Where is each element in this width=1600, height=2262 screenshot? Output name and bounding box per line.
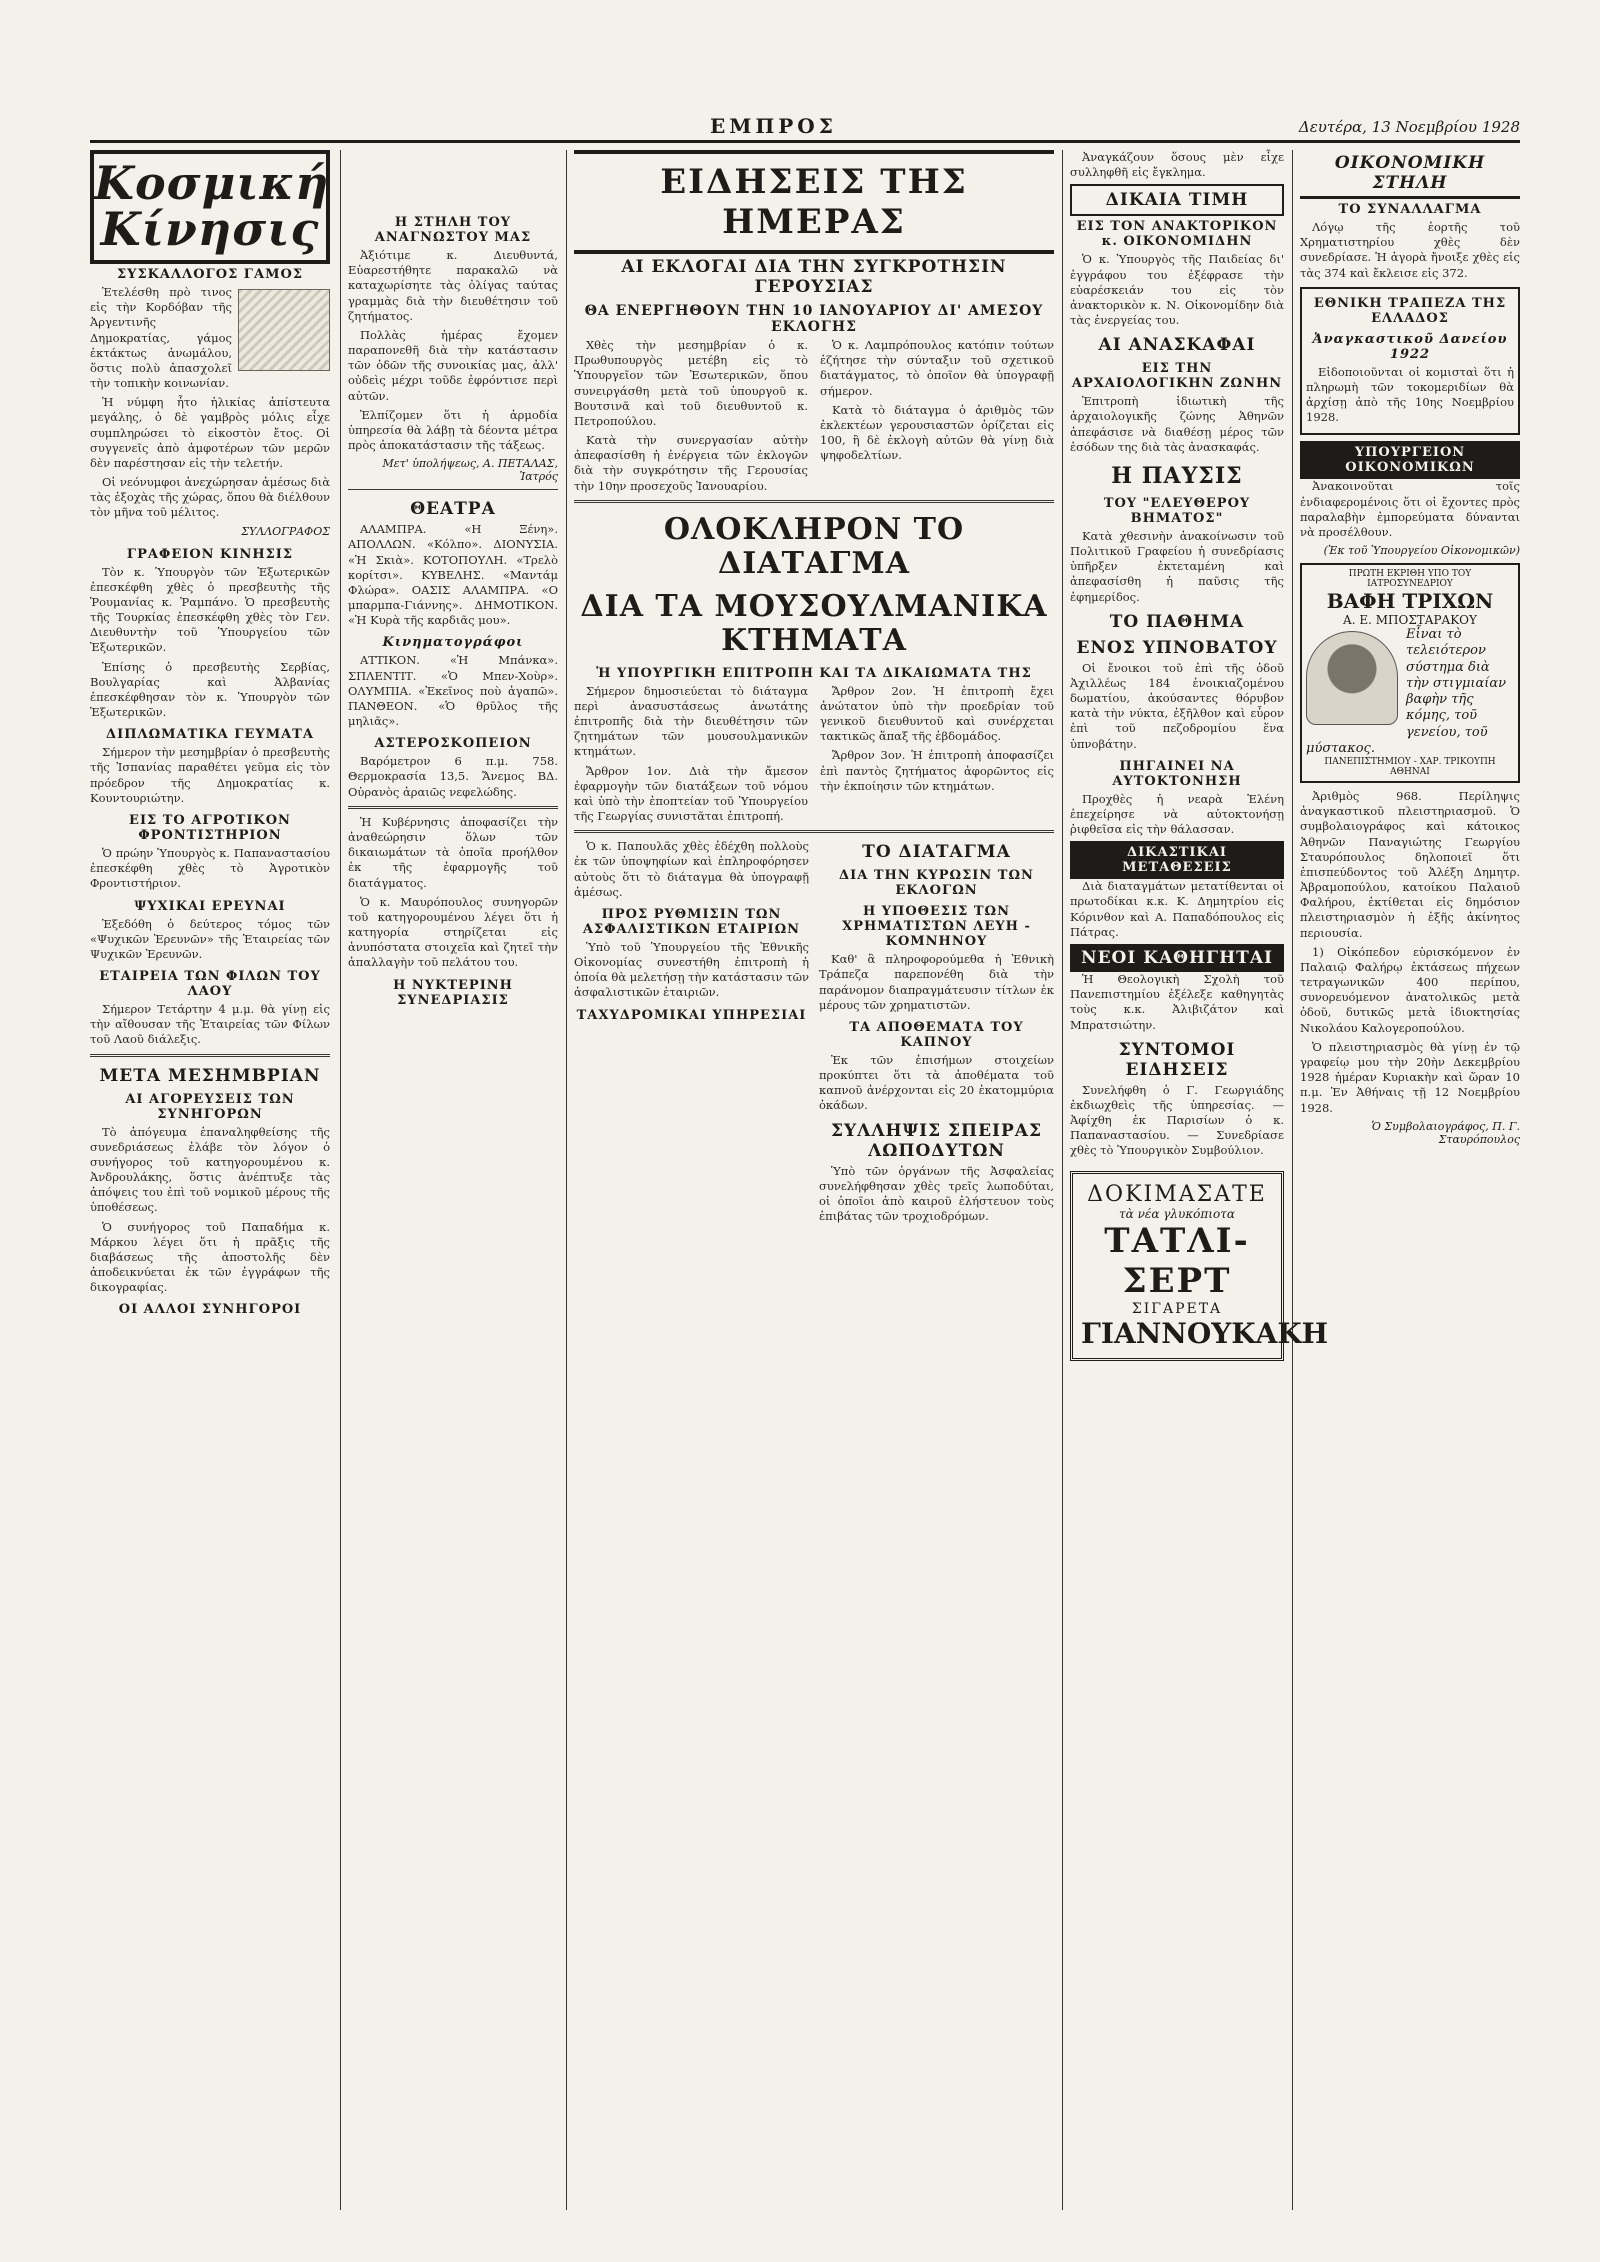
- article-text: Ἐξεδόθη ὁ δεύτερος τόμος τῶν «Ψυχικῶν Ἐρευνῶν» τῆς Ἑταιρείας τῶν Ψυχικῶν Ἐρευνῶν.: [90, 916, 330, 961]
- column-news: [574, 150, 1054, 2210]
- section-masthead: ΕΙΔΗΣΕΙΣ ΤΗΣ ΗΜΕΡΑΣ: [574, 150, 1054, 254]
- lower-left: [574, 839, 809, 1228]
- column-rule: [340, 150, 341, 2210]
- article-text: Ἡ Θεολογικὴ Σχολὴ τοῦ Πανεπιστημίου ἐξέλεξε καθηγητὰς τοὺς κ.κ. Ἀλιβιζάτον καὶ Μπρατσιώτην.: [1070, 971, 1284, 1032]
- column-economy: [1300, 150, 1520, 2210]
- signature: Μετ' ὑπολήψεως, Α. ΠΕΤΑΛΑΣ, Ἰατρός: [382, 457, 558, 484]
- page-header: [90, 116, 1520, 143]
- article-heading: Η ΥΠΟΘΕΣΙΣ ΤΩΝ ΧΡΗΜΑΤΙΣΤΩΝ ΛΕΥΗ - ΚΟΜΝΗΝΟΥ: [842, 904, 1031, 950]
- article-heading: ΕΤΑΙΡΕΙΑ ΤΩΝ ΦΙΛΩΝ ΤΟΥ ΛΑΟΥ: [99, 969, 321, 1000]
- section-heading-cinemas: Κινηματογράφοι: [382, 635, 524, 651]
- article-heading: ΤΟ ΣΥΝΑΛΛΑΓΜΑ: [1338, 202, 1482, 217]
- section-heading-observatory: ΑΣΤΕΡΟΣΚΟΠΕΙΟΝ: [374, 736, 532, 752]
- article-subheading: ΑΙ ΑΓΟΡΕΥΣΕΙΣ ΤΩΝ ΣΥΝΗΓΟΡΩΝ: [125, 1091, 295, 1122]
- ad-address: ΠΑΝΕΠΙΣΤΗΜΙΟΥ - ΧΑΡ. ΤΡΙΚΟΥΠΗ ΑΘΗΝΑΙ: [1324, 757, 1496, 778]
- legal-notice-text: Ὁ πλειστηριασμὸς θὰ γίνῃ ἐν τῷ γραφείῳ μου τὴν 20ὴν Δεκεμβρίου 1928 ἡμέραν Κυριακὴν καὶ ὥραν 10 π.μ. Ἐν Ἀθήναις τῇ 12 Νοεμβρίου 1928.: [1300, 1039, 1520, 1115]
- notice-subheading: Ἀναγκαστικοῦ Δανείου 1922: [1312, 331, 1508, 362]
- article-text: Συνελήφθη ὁ Γ. Γεωργιάδης ἐκδιωχθεὶς τῆς ὑπηρεσίας. — Ἀφίχθη ἐκ Παρισίων ὁ κ. Παπαναστασίου. — Συνεδρίασε χθὲς τὸ Ὑπουργικὸν Συμβούλιον.: [1070, 1082, 1284, 1158]
- article-text: Κατὰ τὴν συνεργασίαν αὐτὴν ἀπεφασίσθη ἡ ἐνέργεια τῶν ἐκλογῶν διὰ τὴν συγκρότησιν τῆς Γερουσίας τὴν 10ην προσεχοῦς Ἰανουαρίου.: [574, 433, 808, 493]
- article-heading: ΣΥΣΚΑΛΛΟΓΟΣ ΓΑΜΟΣ: [116, 267, 304, 282]
- article-text: Οἱ ἔνοικοι τοῦ ἐπὶ τῆς ὁδοῦ Ἀχιλλέως 184 ἐνοικιαζομένου δωματίου, ἀκούσαντες θόρυβον κατὰ τὴν νύκτα, ἐξῆλθον καὶ εὗρον ἐπὶ τοῦ πεζοδρομίου ἕνα ὑπνοβάτην.: [1070, 660, 1284, 751]
- article-text: Ὁ κ. Μαυρόπουλος συνηγορῶν τοῦ κατηγορουμένου λέγει ὅτι ἡ κατηγορία στηρίζεται εἰς ἀνυπόστατα στοιχεῖα καὶ ζητεῖ τὴν ἀπαλλαγὴν τοῦ πελάτου του.: [348, 894, 558, 970]
- article-text: Ἀναγκάζουν ὅσους μὲν εἶχε συλληφθῆ εἰς ἔγκλημα.: [1070, 150, 1284, 180]
- ad-subline: τὰ νέα γλυκόπιοτα: [1119, 1206, 1235, 1221]
- subheadline: Ἡ ΥΠΟΥΡΓΙΚΗ ΕΠΙΤΡΟΠΗ ΚΑΙ ΤΑ ΔΙΚΑΙΩΜΑΤΑ ΤΗΣ: [596, 665, 1032, 681]
- legal-notice-text: Ἀριθμὸς 968. Περίληψις ἀναγκαστικοῦ πλειστηριασμοῦ. Ὁ συμβολαιογράφος καὶ κάτοικος Ἀθηνῶν Παναγιώτης Γεωργίου Σταυρόπουλος δηλοποιεῖ ὅτι ἐπισπεύδοντος τοῦ Ἀλέξη Δημητρ. Ἀβραμοπούλου, κατοίκου Παλαιοῦ Φαλήρου, ἐκτίθεται εἰς δημόσιον πλειστηριασμὸν ἡ ἑξῆς ἀκίνητος περιουσία.: [1300, 789, 1520, 940]
- article-heading: Η ΝΥΚΤΕΡΙΝΗ ΣΥΝΕΔΡΙΑΣΙΣ: [393, 977, 513, 1008]
- article-text: Ἐλπίζομεν ὅτι ἡ ἁρμοδία ὑπηρεσία θὰ λάβῃ τὰ δέοντα μέτρα πρὸς ἀποκατάστασιν τῆς τάξεως.: [348, 407, 558, 453]
- article-text: Ἄρθρον 3ον. Ἡ ἐπιτροπὴ ἀποφασίζει ἐπὶ παντὸς ζητήματος ἀφορῶντος εἰς τὴν ἐκποίησιν τῶν κτημάτων.: [820, 748, 1054, 793]
- article-heading: ΓΡΑΦΕΙΟΝ ΚΙΝΗΣΙΣ: [126, 546, 294, 562]
- article-heading: ΤΟ ΠΑΘΗΜΑ: [1109, 611, 1245, 632]
- article-heading: ΠΗΓΑΙΝΕΙ ΝΑ ΑΥΤΟΚΤΟΝΗΣΗ: [1112, 758, 1242, 789]
- legal-notice-text: 1) Οἰκόπεδον εὑρισκόμενον ἐν Παλαιῷ Φαλήρῳ ἐκτάσεως πήχεων τετραγωνικῶν 400 περίπου, συνορευόμενον ἀνατολικῶς μετὰ ὁδοῦ, δυτικῶς μετὰ ἰδιοκτησίας Νικολάου Καλογεροπούλου.: [1300, 944, 1520, 1035]
- article-text: Ὁ κ. Ὑπουργὸς τῆς Παιδείας δι' ἐγγράφου του ἐξέφρασε τὴν εὐαρέσκειάν του εἰς τὸν ἀνακτορικὸν κ. Ν. Οἰκονομίδην διὰ τὰς ἐνεργείας του.: [1070, 252, 1284, 328]
- headline: ΟΛΟΚΛΗΡΟΝ ΤΟ ΔΙΑΤΑΓΜΑ: [663, 511, 965, 582]
- column-readers: [348, 150, 558, 2210]
- woman-portrait-illustration: [1306, 631, 1398, 725]
- article-text: Ἀνακοινοῦται τοῖς ἐνδιαφερομένοις ὅτι οἱ ἔχοντες πρὸς παραλαβὴν ἐμπορεύματα δύνανται νὰ προσέλθουν.: [1300, 479, 1520, 539]
- column-rule: [1292, 150, 1293, 2210]
- article-heading: ΤΑ ΑΠΟΘΕΜΑΤΑ ΤΟΥ ΚΑΠΝΟΥ: [849, 1019, 1024, 1050]
- article-text: Τὸν κ. Ὑπουργὸν τῶν Ἐξωτερικῶν ἐπεσκέφθη χθὲς ὁ πρεσβευτὴς τῆς Ῥουμανίας κ. Ῥαμπάνο. Ὁ πρεσβευτὴς τῆς Τουρκίας ἐπεσκέφθη χθὲς τὸν Γεν. Διευθυντὴν τοῦ Ὑπουργείου τῶν Ἐξωτερικῶν.: [90, 564, 330, 655]
- ad-top-line: ΠΡΩΤΗ ΕΚΡΙΘΗ ΥΠΟ ΤΟΥ ΙΑΤΡΟΣΥΝΕΔΡΙΟΥ: [1348, 569, 1472, 590]
- article-text: Λόγῳ τῆς ἑορτῆς τοῦ Χρηματιστηρίου χθὲς δὲν συνεδρίασε. Ἡ ἀγορὰ ἤνοιξε χθὲς εἰς τὰς 374 καὶ ἔκλεισε εἰς 372.: [1300, 220, 1520, 280]
- article-text: Σήμερον Τετάρτην 4 μ.μ. θὰ γίνῃ εἰς τὴν αἴθουσαν τῆς Ἑταιρείας τῶν Φίλων τοῦ Λαοῦ διάλεξις.: [90, 1002, 330, 1047]
- signature: ΣΥΛΛΟΓΡΑΦΟΣ: [241, 524, 330, 538]
- article-text: Καθ' ἃ πληροφορούμεθα ἡ Ἐθνικὴ Τράπεζα παρεπονέθη διὰ τὴν παράνομον διαπραγμάτευσιν τίτλων ἐκ μέρους τῶν χρηματιστῶν.: [819, 952, 1054, 1012]
- hair-dye-advertisement: [1300, 563, 1520, 783]
- article-heading: ΜΕΤΑ ΜΕΣΗΜΒΡΙΑΝ: [99, 1065, 321, 1086]
- signature: (Ἐκ τοῦ Ὑπουργείου Οἰκονομικῶν): [1323, 544, 1520, 558]
- ad-headline: ΔΟΚΙΜΑΣΑΤΕ: [1087, 1181, 1267, 1207]
- article-text: Σήμερον δημοσιεύεται τὸ διάταγμα περὶ ἀνασυστάσεως ἀνωτάτης ἐπιτροπῆς διὰ τὴν διευθέτησιν τῶν ζητημάτων τῶν μουσουλμανικῶν κτημάτων.: [574, 683, 808, 759]
- article-subheading: ΕΙΣ ΤΟΝ ΑΝΑΚΤΟΡΙΚΟΝ κ. ΟΙΚΟΝΟΜΙΔΗΝ: [1076, 219, 1278, 250]
- divider: [574, 830, 1054, 833]
- signature: Ὁ Συμβολαιογράφος, Π. Γ. Σταυρόπουλος: [1371, 1119, 1520, 1146]
- article-subheading: ΔΙΑ ΤΗΝ ΚΥΡΩΣΙΝ ΤΩΝ ΕΚΛΟΓΩΝ: [839, 868, 1034, 899]
- article-heading: ΨΥΧΙΚΑΙ ΕΡΕΥΝΑΙ: [134, 898, 286, 914]
- article-body: [574, 338, 1054, 494]
- ad-maker: ΓΙΑΝΝΟΥΚΑΚΗ: [1081, 1316, 1329, 1350]
- article-body: [574, 684, 1054, 825]
- article-text: Προχθὲς ἡ νεαρὰ Ἑλένη ἐπεχείρησε νὰ αὐτοκτονήσῃ ῥιφθεῖσα εἰς τὴν θάλασσαν.: [1070, 791, 1284, 837]
- article-text: Ὁ κ. Παπουλᾶς χθὲς ἐδέχθη πολλοὺς ἐκ τῶν ὑποψηφίων καὶ ἐπληροφόρησεν αὐτοὺς ὅτι τὸ διάταγμα θὰ ὑπογραφῇ ἀμέσως.: [574, 839, 809, 899]
- bank-notice: [1300, 287, 1520, 436]
- article-text: Ὁ πρώην Ὑπουργὸς κ. Παπαναστασίου ἐπεσκέφθη χθὲς τὸ Ἀγροτικὸν Φροντιστήριον.: [90, 845, 330, 891]
- ad-brand: ΤΑΤΛΙ-ΣΕΡΤ: [1104, 1220, 1250, 1301]
- article-text: Ἄρθρον 2ον. Ἡ ἐπιτροπὴ ἔχει ἀνώτατον ὑπὸ τὴν προεδρίαν τοῦ γενικοῦ διευθυντοῦ καὶ συνέρχεται τακτικῶς ἅπαξ τῆς ἑβδομάδος.: [820, 683, 1054, 744]
- article-heading: ΤΟ ΔΙΑΤΑΓΜΑ: [862, 842, 1011, 863]
- article-heading: ΤΑΧΥΔΡΟΜΙΚΑΙ ΥΠΗΡΕΣΙΑΙ: [576, 1007, 807, 1023]
- article-heading: ΠΡΟΣ ΡΥΘΜΙΣΙΝ ΤΩΝ ΑΣΦΑΛΙΣΤΙΚΩΝ ΕΤΑΙΡΙΩΝ: [582, 906, 801, 937]
- article-text: Σήμερον τὴν μεσημβρίαν ὁ πρεσβευτὴς τῆς Ἰσπανίας παραθέτει γεῦμα εἰς τὸν πρόεδρον τῆς Δημοκρατίας κ. Κουντουριώτην.: [90, 745, 330, 805]
- cupid-illustration: [238, 289, 330, 371]
- newspaper-name: ΕΜΠΡΟΣ: [710, 114, 837, 138]
- headline: ΔΙΑ ΤΑ ΜΟΥΣΟΥΛΜΑΝΙΚΑ ΚΤΗΜΑΤΑ: [580, 588, 1048, 659]
- article-text: Κατὰ χθεσινὴν ἀνακοίνωσιν τοῦ Πολιτικοῦ Γραφείου ἡ συνεδρίασις ὑπῆρξεν ἐκτεταμένη καὶ ἀπεφασίσθη ἡ παῦσις τῆς ἐφημερίδος.: [1070, 528, 1284, 604]
- article-subheading: ΤΟΥ "ΕΛΕΥΘΕΡΟΥ ΒΗΜΑΤΟΣ": [1103, 495, 1251, 526]
- divider: [574, 500, 1054, 503]
- article-text: Ὑπὸ τῶν ὀργάνων τῆς Ἀσφαλείας συνελήφθησαν χθὲς τρεῖς λωποδύται, οἱ ὁποῖοι ἀπὸ καιροῦ ἐλήστευον τοὺς ἐπιβάτας τῶν τροχιοδρόμων.: [819, 1163, 1054, 1224]
- lower-right: [819, 839, 1054, 1228]
- article-heading: ΣΥΛΛΗΨΙΣ ΣΠΕΙΡΑΣ ΛΩΠΟΔΥΤΩΝ: [831, 1120, 1042, 1161]
- article-text: Ἀξιότιμε κ. Διευθυντά, Εὐαρεστήθητε παρακαλῶ νὰ καταχωρίσητε τὰς ὀλίγας ταύτας γραμμὰς διὰ τὴν διευθέτησιν τοῦ ζητήματος.: [348, 248, 558, 323]
- article-text: Κατὰ τὸ διάταγμα ὁ ἀριθμὸς τῶν ἐκλεκτέων γερουσιαστῶν ὁρίζεται εἰς 100, ἢ δὲ ἐκλογὴ αὐτῶν θὰ γίνῃ διὰ ψηφοδελτίων.: [820, 402, 1054, 463]
- divider: [90, 1054, 330, 1057]
- column-briefs: [1070, 150, 1329, 2210]
- article-text: Ἄρθρον 1ον. Διὰ τὴν ἄμεσον ἐφαρμογὴν τῶν διατάξεων τοῦ νόμου καὶ ὑπὸ τὴν ἐποπτείαν τοῦ Ὑπουργείου τῆς Γεωργίας συνιστᾶται ἐπιτροπή.: [574, 763, 808, 824]
- section-heading-theatres: ΘΕΑΤΡΑ: [410, 499, 496, 520]
- article-heading: ΔΙΠΛΩΜΑΤΙΚΑ ΓΕΥΜΑΤΑ: [106, 727, 314, 743]
- article-heading: ΔΙΚΑΣΤΙΚΑΙ ΜΕΤΑΘΕΣΕΙΣ: [1070, 841, 1284, 879]
- notice-heading: ΕΘΝΙΚΗ ΤΡΑΠΕΖΑ ΤΗΣ ΕΛΛΑΔΟΣ: [1313, 295, 1507, 326]
- article-heading: ΥΠΟΥΡΓΕΙΟΝ ΟΙΚΟΝΟΜΙΚΩΝ: [1300, 441, 1520, 479]
- article-text: Ἐπίσης ὁ πρεσβευτὴς Σερβίας, Βουλγαρίας καὶ Ἀλβανίας ἐπεσκέφθησαν τὸν κ. Ὑπουργὸν τῶν Ἐξωτερικῶν.: [90, 659, 330, 720]
- article-subheading: ΕΙΣ ΤΗΝ ΑΡΧΑΙΟΛΟΓΙΚΗΝ ΖΩΝΗΝ: [1071, 361, 1283, 392]
- column-rule: [1062, 150, 1063, 2210]
- column-social: [90, 150, 330, 2210]
- article-text: Πολλὰς ἡμέρας ἔχομεν παραπονεθῆ διὰ τὴν κατάστασιν τῶν ὁδῶν τῆς συνοικίας μας, ἀλλ' οὐδεὶς μέχρι τοῦδε ἐφρόντισε περὶ αὐτῶν.: [348, 327, 558, 403]
- section-masthead: Κοσμική Κίνησις: [90, 150, 330, 264]
- article-text: Ἐτελέσθη πρὸ τινος εἰς τὴν Κορδόβαν τῆς Ἀργεντινῆς Δημοκρατίας, γάμος ἐκτάκτως ἀνωμάλου, ὅστις πολὺ ἀπασχολεῖ τὴν τοπικὴν κοινωνίαν.: [90, 285, 232, 391]
- theatre-listings: ΑΛΑΜΠΡΑ. «Η Ξένη». ΑΠΟΛΛΩΝ. «Κόλπο». ΔΙΟΝΥΣΙΑ. «Ἡ Σκιὰ». ΚΟΤΟΠΟΥΛΗ. «Τρελὸ κορίτσι». ΚΥΒΕΛΗΣ. «Μαντάμ Φλώρα». ΟΑΣΙΣ ΑΛΑΜΠΡΑ. «Ο μπαρμπα-Γιάννης». ΔΗΜΟΤΙΚΟΝ. «Ἡ Κυρὰ τῆς καρδιᾶς μου».: [348, 522, 558, 628]
- article-text: Ἡ νύμφη ἦτο ἡλικίας ἀπίστευτα μεγάλης, ὁ δὲ γαμβρὸς μόλις εἶχε συμπληρώσει τὸ εἰκοστὸν ἔτος. Οἱ συγγενεῖς ἀπὸ ἀμφοτέρων τῶν μερῶν δὲν παρέστησαν εἰς τὴν τελετήν.: [90, 395, 330, 470]
- article-text: Ὁ συνήγορος τοῦ Παπαδήμα κ. Μάρκου λέγει ὅτι ἡ πρᾶξις τῆς διαβάσεως τῆς ἀποστολῆς δὲν ἀποδεικνύεται ἐκ τῶν ἐγγράφων τῆς δικογραφίας.: [90, 1219, 330, 1295]
- ad-product: ΣΙΓΑΡΕΤΑ: [1131, 1300, 1223, 1317]
- article-text: Ἡ Κυβέρνησις ἀποφασίζει τὴν ἀναθεώρησιν ὅλων τῶν δικαιωμάτων τὰ ὁποῖα προήλθον ἐκ τῆς ἐφαρμογῆς τοῦ διατάγματος.: [348, 814, 558, 890]
- article-heading: Η ΣΤΗΛΗ ΤΟΥ ΑΝΑΓΝΩΣΤΟΥ ΜΑΣ: [374, 215, 532, 245]
- article-heading: ΔΙΚΑΙΑ ΤΙΜΗ: [1070, 184, 1284, 216]
- headline: ΑΙ ΕΚΛΟΓΑΙ ΔΙΑ ΤΗΝ ΣΥΓΚΡΟΤΗΣΙΝ ΓΕΡΟΥΣΙΑΣ: [621, 257, 1007, 297]
- article-text: Χθὲς τὴν μεσημβρίαν ὁ κ. Πρωθυπουργὸς μετέβη εἰς τὸ Ὑπουργεῖον τῶν Ἐσωτερικῶν, ὅπου συνειργάσθη μετὰ τοῦ ὑπουργοῦ κ. Βουτσινᾶ καὶ τοῦ διευθυντοῦ κ. Πετροπούλου.: [574, 338, 808, 428]
- article-heading: ΟΙ ΑΛΛΟΙ ΣΥΝΗΓΟΡΟΙ: [118, 1302, 302, 1318]
- notice-text: Εἰδοποιοῦνται οἱ κομισταὶ ὅτι ἡ πληρωμὴ τῶν τοκομεριδίων θὰ ἀρχίσῃ ἀπὸ τῆς 10ης Νοεμβρίου 1928.: [1306, 364, 1514, 425]
- issue-date: Δευτέρα, 13 Νοεμβρίου 1928: [1298, 118, 1520, 136]
- ad-maker: Α. Ε. ΜΠΟΣΤΑΡΑΚΟΥ: [1343, 613, 1477, 628]
- article-text: Ἐκ τῶν ἐπισήμων στοιχείων προκύπτει ὅτι τὰ ἀποθέματα τοῦ καπνοῦ ἀνέρχονται εἰς 20 ἑκατομμύρια ὀκάδων.: [819, 1052, 1054, 1113]
- article-subheading: ΕΝΟΣ ΥΠΝΟΒΑΤΟΥ: [1076, 637, 1278, 658]
- section-masthead: ΟΙΚΟΝΟΜΙΚΗ ΣΤΗΛΗ: [1300, 150, 1520, 199]
- article-text: Ὁ κ. Λαμπρόπουλος κατόπιν τούτων ἐζήτησε τὴν σύνταξιν τοῦ σχετικοῦ διατάγματος, τὸ ὁποῖον θὰ ὑπογραφῇ σήμερον.: [820, 338, 1054, 398]
- weather-report: Βαρόμετρον 6 π.μ. 758. Θερμοκρασία 13,5. Ἄνεμος ΒΔ. Οὐρανὸς ἀραιῶς νεφελώδης.: [348, 754, 558, 799]
- article-heading: ΕΙΣ ΤΟ ΑΓΡΟΤΙΚΟΝ ΦΡΟΝΤΙΣΤΗΡΙΟΝ: [129, 812, 291, 843]
- article-text: Ὑπὸ τοῦ Ὑπουργείου τῆς Ἐθνικῆς Οἰκονομίας συνεστήθη ἐπιτροπὴ ἡ ὁποία θὰ μελετήσῃ τὴν κατάστασιν τῶν ἀσφαλιστικῶν ἑταιριῶν.: [574, 939, 809, 1000]
- ad-headline: ΒΑΦΗ ΤΡΙΧΩΝ: [1326, 589, 1494, 614]
- subheadline: ΘΑ ΕΝΕΡΓΗΘΟΥΝ ΤΗΝ 10 ΙΑΝΟΥΑΡΙΟΥ ΔΙ' ΑΜΕΣΟΥ ΕΚΛΟΓΗΣ: [584, 303, 1044, 335]
- article-text: Οἱ νεόνυμφοι ἀνεχώρησαν ἀμέσως διὰ τὰς ἐξοχὰς τῆς χώρας, ὅπου θὰ διέλθουν τὸν μῆνα τοῦ μέλιτος.: [90, 475, 330, 520]
- article-text: Διὰ διαταγμάτων μετατίθενται οἱ πρωτοδίκαι κ.κ. Κ. Δημητρίου εἰς Κόρινθον καὶ Α. Παπαδόπουλος εἰς Πάτρας.: [1070, 879, 1284, 939]
- divider: [348, 806, 558, 809]
- article-heading: Η ΠΑΥΣΙΣ: [1111, 462, 1243, 489]
- article-heading: ΣΥΝΤΟΜΟΙ ΕΙΔΗΣΕΙΣ: [1118, 1039, 1236, 1080]
- article-heading: ΑΙ ΑΝΑΣΚΑΦΑΙ: [1098, 335, 1256, 356]
- lower-articles: [574, 839, 1054, 1228]
- article-text: Ἐπιτροπὴ ἰδιωτικὴ τῆς ἀρχαιολογικῆς ζώνης Ἀθηνῶν ἀπεφάσισε νὰ διαθέσῃ μέρος τῶν ἐσόδων της διὰ τὰς ἀνασκαφάς.: [1070, 394, 1284, 454]
- column-rule: [566, 150, 567, 2210]
- divider: [348, 489, 558, 490]
- cinema-listings: ΑΤΤΙΚΟΝ. «Ἡ Μπάνκα». ΣΠΛΕΝΤΙΤ. «Ὁ Μπεν-Χοὺρ». ΟΛΥΜΠΙΑ. «Ἐκεῖνος ποὺ ἀγαπῶ». ΠΑΝΘΕΟΝ. «Ὁ θρῦλος τῆς μηλιᾶς».: [348, 653, 558, 729]
- article-heading: ΝΕΟΙ ΚΑΘΗΓΗΤΑΙ: [1070, 944, 1284, 972]
- cigarette-advertisement: [1070, 1171, 1329, 1361]
- ad-text: Εἶναι τὸ τελειότερον σύστημα διὰ τὴν στιγμιαίαν βαφὴν τῆς κόμης, τοῦ γενείου, τοῦ μύστακος.: [1306, 627, 1507, 756]
- article-text: Τὸ ἀπόγευμα ἐπαναληφθείσης τῆς συνεδριάσεως ἐλάβε τὸν λόγον ὁ συνήγορος τοῦ κατηγορουμένου κ. Ἀνδρουλάκης, ὅστις ἀνέπτυξε τὰς ἀπόψεις του ἐπὶ τοῦ νομικοῦ μέρους τῆς ὑποθέσεως.: [90, 1124, 330, 1215]
